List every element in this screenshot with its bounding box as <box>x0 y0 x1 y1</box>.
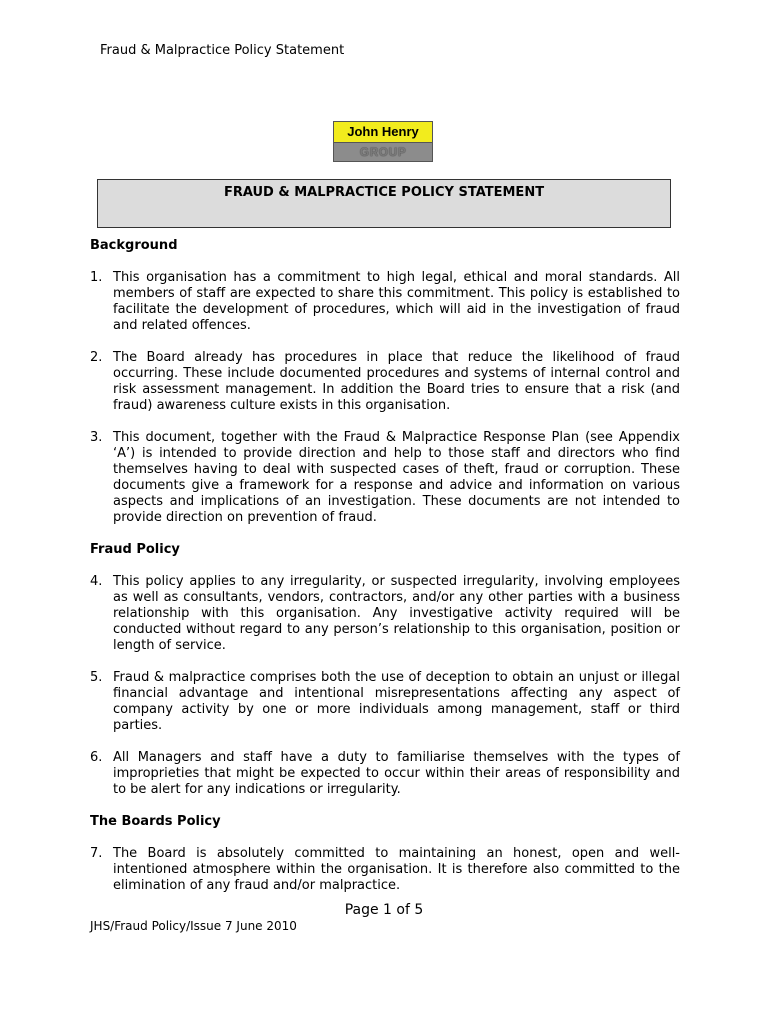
item-number: 6. <box>90 750 103 765</box>
item-text: This document, together with the Fraud & Malpractice Response Plan (see Appendix ‘A’) is intended to provide direction and help to those staff and directors who find themselves having to deal with suspected cases of theft, fraud or corruption. These documents give a framework for a response and advice and information on various aspects and implications of an investigation. These documents are not intended to provide direction on prevention of fraud. <box>113 430 680 525</box>
item-text: This policy applies to any irregularity, or suspected irregularity, involving employees as well as consultants, vendors, contractors, and/or any other parties with a business relationship with this organisation. Any investigative activity required will be conducted without regard to any person’s relationship to this organisation, position or length of service. <box>113 574 680 653</box>
item-number: 7. <box>90 846 103 861</box>
item-text: This organisation has a commitment to high legal, ethical and moral standards. All members of staff are expected to share this commitment. This policy is established to facilitate the development of procedures, which will aid in the investigation of fraud and related offences. <box>113 270 680 333</box>
footer-reference: JHS/Fraud Policy/Issue 7 June 2010 <box>90 919 297 933</box>
item-text: Fraud & malpractice comprises both the use of deception to obtain an unjust or illegal financial advantage and intentional misrepresentations affecting any aspect of company activity by one or more individuals among management, staff or third parties. <box>113 670 680 733</box>
item-number: 2. <box>90 350 103 365</box>
item-text: All Managers and staff have a duty to familiarise themselves with the types of improprieties that might be expected to occur within their areas of responsibility and to be alert for any indications or irregularity. <box>113 750 680 797</box>
section-heading-background: Background <box>90 238 178 253</box>
list-item <box>90 750 680 798</box>
running-header: Fraud & Malpractice Policy Statement <box>100 43 345 58</box>
list-item <box>90 430 680 526</box>
section-heading-boards-policy: The Boards Policy <box>90 814 221 829</box>
item-text: The Board already has procedures in place that reduce the likelihood of fraud occurring. These include documented procedures and systems of internal control and risk assessment management. In addition the Board tries to ensure that a risk (and fraud) awareness culture exists in this organisation. <box>113 350 680 413</box>
item-text: The Board is absolutely committed to maintaining an honest, open and well-intentioned atmosphere within the organisation. It is therefore also committed to the elimination of any fraud and/or malpractice. <box>113 846 680 893</box>
company-logo <box>333 121 433 162</box>
section-heading-fraud-policy: Fraud Policy <box>90 542 180 557</box>
page-number: Page 1 of 5 <box>344 902 424 918</box>
list-item <box>90 670 680 734</box>
logo-bottom-text: GROUP <box>334 143 432 161</box>
item-number: 3. <box>90 430 103 445</box>
list-item <box>90 350 680 414</box>
list-item <box>90 846 680 894</box>
item-number: 5. <box>90 670 103 685</box>
document-body <box>90 238 680 910</box>
item-number: 4. <box>90 574 103 589</box>
document-title-box <box>97 179 671 228</box>
document-title: FRAUD & MALPRACTICE POLICY STATEMENT <box>223 185 545 200</box>
list-item <box>90 270 680 334</box>
list-item <box>90 574 680 654</box>
logo-top-text: John Henry <box>334 122 432 143</box>
item-number: 1. <box>90 270 103 285</box>
